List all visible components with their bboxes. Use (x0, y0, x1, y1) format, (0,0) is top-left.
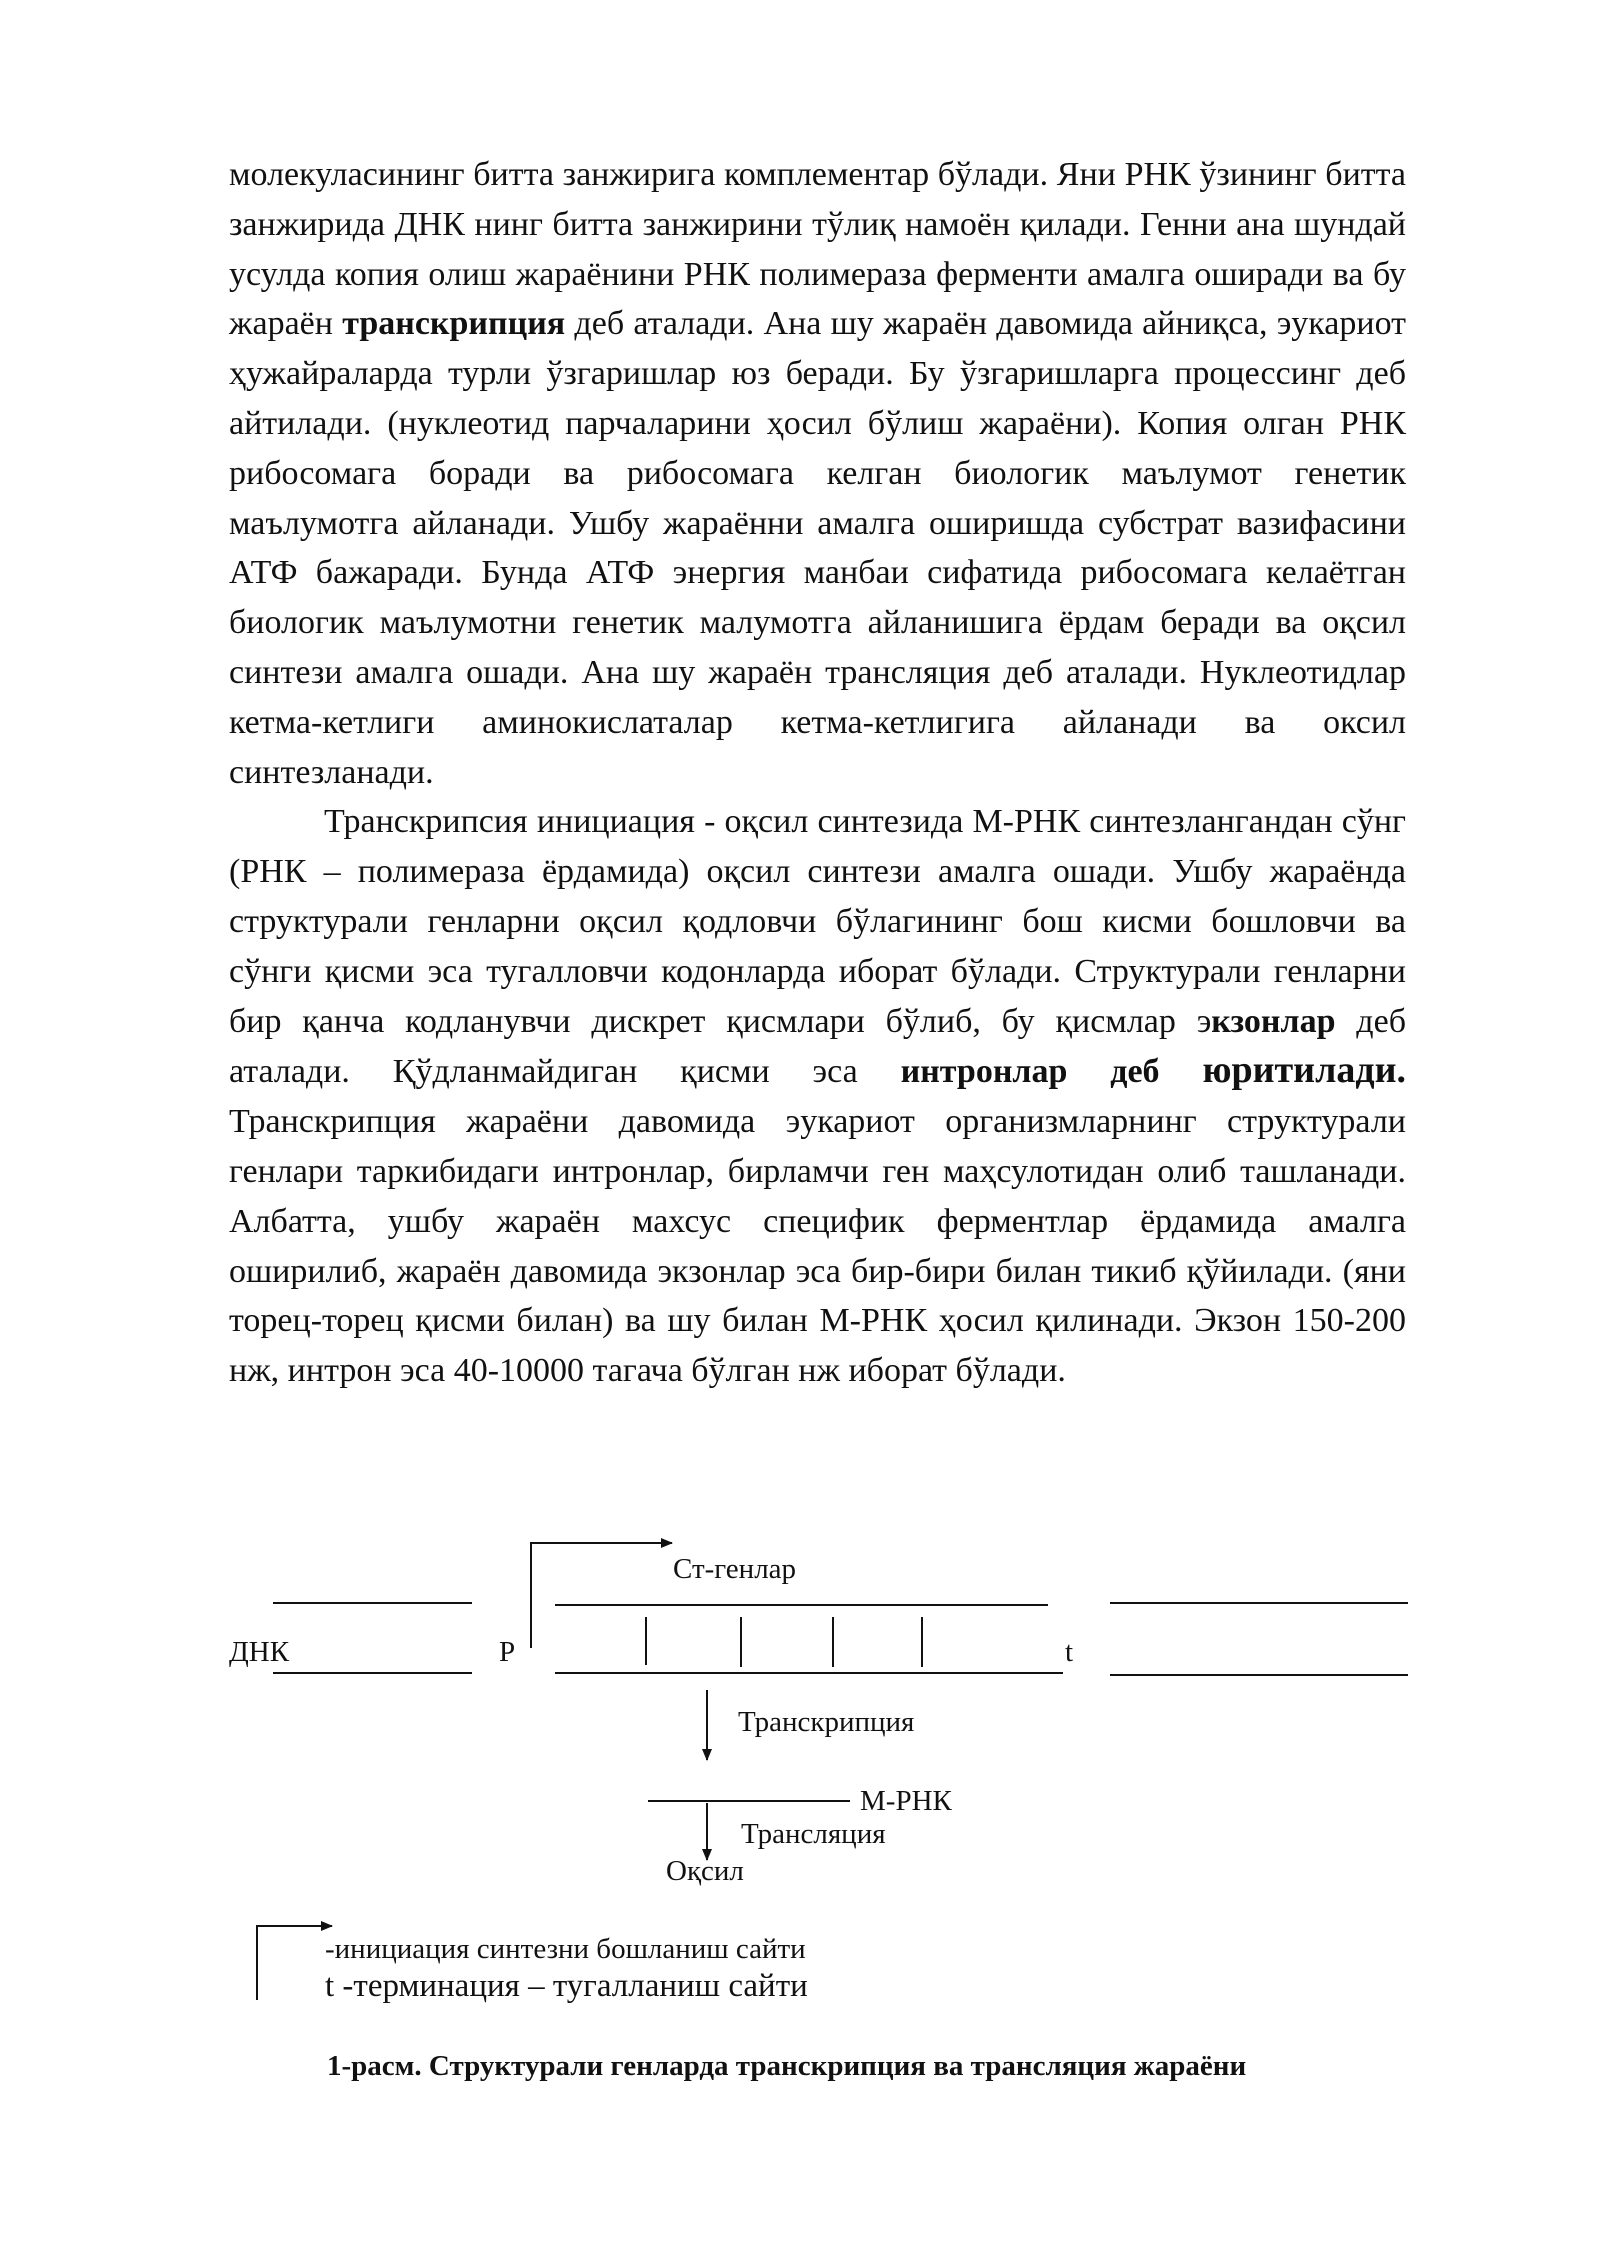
label-dna: ДНК (229, 1636, 290, 1668)
label-transcription: Транскрипция (738, 1706, 915, 1738)
promoter-arrow (531, 1543, 672, 1648)
term-introns: интронлар деб (900, 1053, 1203, 1091)
label-st-genes: Ст-генлар (673, 1553, 797, 1585)
label-protein: Оқсил (666, 1855, 744, 1887)
term-transcription: транскрипция (342, 305, 566, 343)
term-referred: юритилади. (1202, 1049, 1407, 1092)
figure-caption: 1-расм. Структурали генларда транскрипция ва трансляция жараёни (327, 2050, 1247, 2082)
legend-termination: t -терминация – тугалланиш сайти (325, 1968, 808, 2004)
label-terminator: t (1065, 1636, 1074, 1668)
label-promoter: P (499, 1636, 516, 1668)
term-exons: кзонлар (1211, 1002, 1336, 1040)
paragraph-1: молекуласининг битта занжирига комплементар бўлади. Яни РНК ўзининг битта занжирида ДНК нинг битта занжирини тўлиқ намоён қилади. Генни ана шундай усулда копия олиш жараёнини РНК полимераза ферменти амалга оширади ва бу жараён транскрипция деб аталади. Ана шу жараён давомида айниқса, эукариот ҳужайраларда турли ўзгаришлар юз беради. Бу ўзгаришларга процессинг деб айтилади. (нуклеотид парчаларини ҳосил бўлиш жараёни). Копия олган РНК рибосомага боради ва рибосомага келган биологик маълумот генетик маълумотга айланади. Ушбу жараённи амалга оширишда субстрат вазифасини АТФ бажаради. Бунда АТФ энергия манбаи сифатида рибосомага келаётган биологик маълумотни генетик малумотга айланишига ёрдам беради ва оқсил синтези амалга ошади. Ана шу жараён трансляция деб аталади. Нуклеотидлар кетма-кетлиги аминокислаталар кетма-кетлигига айланади ва оксил синтезланади. (229, 156, 1407, 791)
legend-initiation: -инициация синтезни бошланиш сайти (325, 1933, 806, 1965)
legend-initiation-arrow (257, 1926, 332, 2000)
label-mrna: М-РНК (860, 1785, 952, 1817)
paragraph-2: Транскрипсия инициация - оқсил синтезида М-РНК синтезлангандан сўнг (РНК – полимераза ёрдамида) оқсил синтези амалга ошади. Ушбу жараёнда структурали генларни оқсил қодловчи бўлагининг бош кисми бошловчи ва сўнги қисми эса тугалловчи кодонларда иборат бўлади. Структурали генларни бир қанча кодланувчи дискрет қисмлари бўлиб, бу қисмлар экзонлар деб аталади. Қўдланмайдиган қисми эса интронлар деб юритилади. Транскрипция жараёни давомида эукариот организмларнинг структурали генлари таркибидаги интронлар, бирламчи ген маҳсулотидан олиб ташланади. Албатта, ушбу жараён махсус специфик ферментлар ёрдамида амалга оширилиб, жараён давомида экзонлар эса бир-бири билан тикиб қўйилади. (яни торец-торец қисми билан) ва шу билан М-РНК ҳосил қилинади. Экзон 150-200 нж, интрон эса 40-10000 тагача бўлган нж иборат бўлади. (229, 803, 1407, 1390)
label-translation: Трансляция (741, 1818, 886, 1850)
